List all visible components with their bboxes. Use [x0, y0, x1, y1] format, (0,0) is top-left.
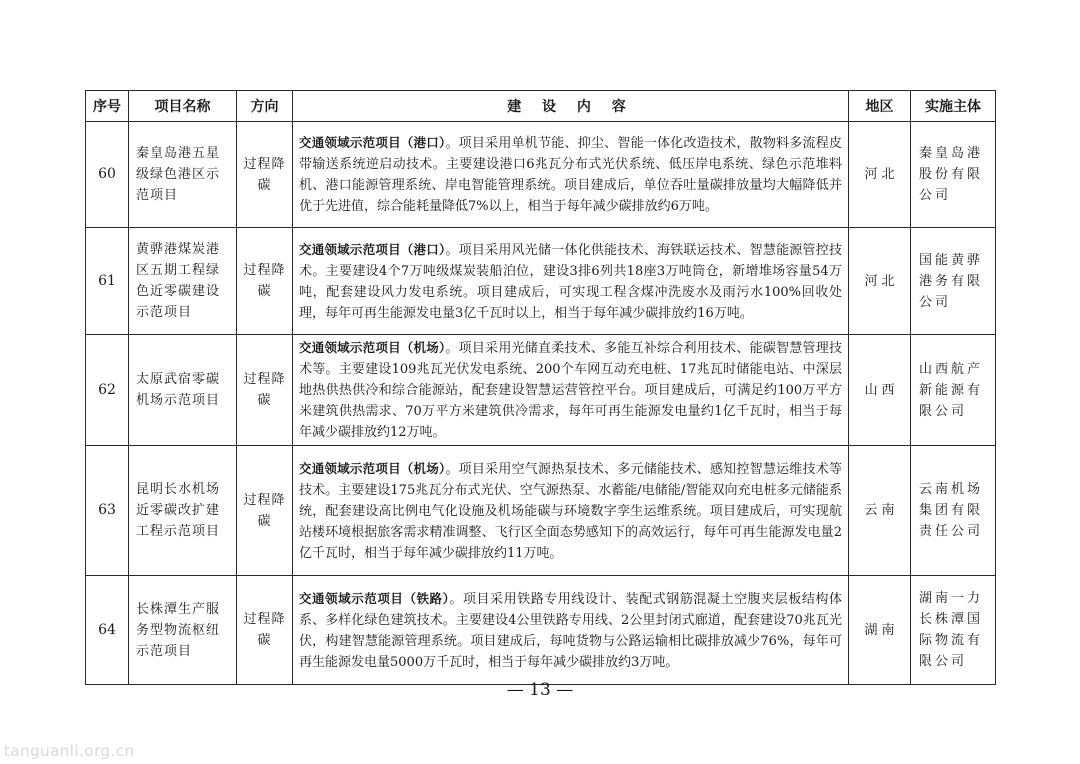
project-content: [293, 335, 849, 446]
row-no: 60: [86, 122, 129, 228]
content-body: 。项目采用光储直柔技术、多能互补综合利用技术、能碳智慧管理技术等。主要建设109兆瓦光伏发电系统、200个车网互动充电桩、17兆瓦时储能电站、中深层地热供热供冷和综合能源站，配套建设智慧运营管控平台。项目建成后，可满足约100万平方米建筑供热需求、70万平方米建筑供冷需求，每年可再生能源发电量约1亿千瓦时，相当于每年减少碳排放约12万吨。: [299, 341, 842, 440]
table-header-row: [86, 91, 996, 122]
watermark: tanguanli.org.cn: [4, 742, 135, 760]
row-no: 62: [86, 335, 129, 446]
table-row: [86, 228, 996, 335]
project-direction: 过程降碳: [237, 122, 293, 228]
row-no: 61: [86, 228, 129, 335]
row-no: 63: [86, 446, 129, 576]
content-body: 。项目采用空气源热泵技术、多元储能技术、感知控智慧运维技术等技术。主要建设175兆瓦分布式光伏、空气源热泵、水蓄能/电储能/智能双向充电桩多元储能系统，配套建设高比例电气化设施及机场能碳与环境数字孪生运维系统。项目建成后，可实现航站楼环境根据旅客需求精准调整、飞行区全面态势感知下的高效运行，每年可再生能源发电量2亿千瓦时，相当于每年减少碳排放约11万吨。: [299, 461, 842, 561]
project-region: 河北: [849, 228, 911, 335]
row-no: 64: [86, 576, 129, 685]
project-region: 山西: [849, 335, 911, 446]
header-no: 序号: [86, 91, 129, 122]
header-region: 地区: [849, 91, 911, 122]
content-lead: 交通领域示范项目（机场）: [299, 340, 446, 355]
project-entity: 云南机场集团有限责任公司: [911, 446, 996, 576]
project-direction: 过程降碳: [237, 576, 293, 685]
content-body: 。项目采用单机节能、抑尘、智能一体化改造技术，散物料多流程皮带输送系统逆启动技术。主要建设港口6兆瓦分布式光伏系统、低压岸电系统、绿色示范堆料机、港口能源管理系统、岸电智能管理系统。项目建成后，单位吞吐量碳排放量均大幅降低并优于先进值，综合能耗量降低7%以上，相当于每年减少碳排放约6万吨。: [299, 136, 842, 214]
project-name: 长株潭生产服务型物流枢纽示范项目: [129, 576, 237, 685]
project-name: 黄骅港煤炭港区五期工程绿色近零碳建设示范项目: [129, 228, 237, 335]
content-lead: 交通领域示范项目（港口）: [299, 241, 446, 257]
table-row: [86, 335, 996, 446]
project-entity: 国能黄骅港务有限公司: [911, 228, 996, 335]
project-direction: 过程降碳: [237, 335, 293, 446]
project-content: [293, 228, 849, 335]
content-body: 。项目采用铁路专用线设计、装配式钢筋混凝土空腹夹层板结构体系、多样化绿色建筑技术。主要建设4公里铁路专用线、2公里封闭式廊道，配套建设70兆瓦光伏，构建智慧能源管理系统。项目建成后，每吨货物与公路运输相比碳排放减少76%，每年可再生能源发电量5000万千瓦时，相当于每年减少碳排放约3万吨。: [299, 591, 842, 670]
project-content: [293, 122, 849, 228]
project-content: [293, 446, 849, 576]
project-table: [85, 90, 996, 685]
content-lead: 交通领域示范项目（铁路）: [299, 590, 450, 606]
project-name: 太原武宿零碳机场示范项目: [129, 335, 237, 446]
project-name: 昆明长水机场近零碳改扩建工程示范项目: [129, 446, 237, 576]
page-number: — 13 —: [506, 680, 574, 700]
project-region: 湖南: [849, 576, 911, 685]
project-entity: 山西航产新能源有限公司: [911, 335, 996, 446]
header-content: 建 设 内 容: [293, 91, 849, 122]
header-direction: 方向: [237, 91, 293, 122]
content-lead: 交通领域示范项目（机场）: [299, 460, 446, 476]
header-name: 项目名称: [129, 91, 237, 122]
project-entity: 湖南一力长株潭国际物流有限公司: [911, 576, 996, 685]
table-row: [86, 446, 996, 576]
project-region: 河北: [849, 122, 911, 228]
project-content: [293, 576, 849, 685]
content-lead: 交通领域示范项目（港口）: [299, 135, 446, 150]
project-direction: 过程降碳: [237, 446, 293, 576]
content-body: 。项目采用风光储一体化供能技术、海铁联运技术、智慧能源管控技术。主要建设4个7万吨级煤炭装船泊位，建设3排6列共18座3万吨筒仓，新增堆场容量54万吨，配套建设风力发电系统。项目建成后，可实现工程含煤冲洗废水及雨污水100%回收处理，每年可再生能源发电量3亿千瓦时以上，相当于每年减少碳排放约16万吨。: [299, 242, 842, 321]
table-row: [86, 122, 996, 228]
project-name: 秦皇岛港五星级绿色港区示范项目: [129, 122, 237, 228]
project-direction: 过程降碳: [237, 228, 293, 335]
project-region: 云南: [849, 446, 911, 576]
header-entity: 实施主体: [911, 91, 996, 122]
table-row: [86, 576, 996, 685]
project-entity: 秦皇岛港股份有限公司: [911, 122, 996, 228]
